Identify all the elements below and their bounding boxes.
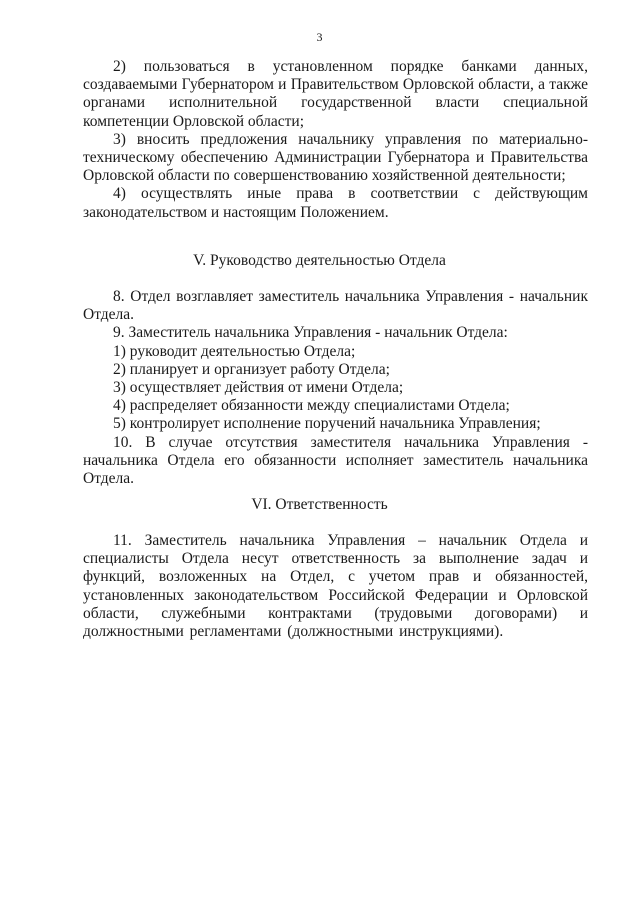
rights-item-4: 4) осуществлять иные права в соответствии с действующим законодательством и настоящим Положением. xyxy=(83,185,588,221)
paragraph-10: 10. В случае отсутствия заместителя начальника Управления - начальника Отдела его обязанности исполняет заместитель начальника Отдела. xyxy=(83,433,588,488)
paragraph-8: 8. Отдел возглавляет заместитель начальника Управления - начальник Отдела. xyxy=(83,288,588,324)
paragraph-9: 9. Заместитель начальника Управления - начальник Отдела: xyxy=(113,324,508,342)
rights-list xyxy=(83,58,588,222)
section-5-body xyxy=(83,288,588,488)
rights-item-3: 3) вносить предложения начальнику управления по материально-техническому обеспечению Администрации Губернатора и Правительства Орловской области по совершенствованию хозяйственной деятельности; xyxy=(83,130,588,185)
rights-item-2: 2) пользоваться в установленном порядке банками данных, создаваемыми Губернатором и Правительством Орловской области, а также органами исполнительной государственной власти специальной компетенции Орловской области; xyxy=(83,58,588,130)
section-6-heading: VI. Ответственность xyxy=(251,496,388,513)
section-6-body xyxy=(83,532,588,641)
page-number: 3 xyxy=(316,30,323,44)
duty-item-1: 1) руководит деятельностью Отдела; xyxy=(113,342,356,360)
duty-item-4: 4) распределяет обязанности между специалистами Отдела; xyxy=(113,397,510,415)
paragraph-11: 11. Заместитель начальника Управления – начальник Отдела и специалисты Отдела несут ответственность за выполнение задач и функций, возложенных на Отдел, с учетом прав и обязанностей, установленных законодательством Российской Федерации и Орловской области, служебными контрактами (трудовыми договорами) и должностными регламентами (должностными инструкциями). xyxy=(83,532,588,641)
section-5-heading: V. Руководство деятельностью Отдела xyxy=(193,252,446,269)
duty-item-5: 5) контролирует исполнение поручений начальника Управления; xyxy=(113,415,541,433)
duty-item-3: 3) осуществляет действия от имени Отдела; xyxy=(113,379,404,397)
duty-item-2: 2) планирует и организует работу Отдела; xyxy=(113,360,390,378)
